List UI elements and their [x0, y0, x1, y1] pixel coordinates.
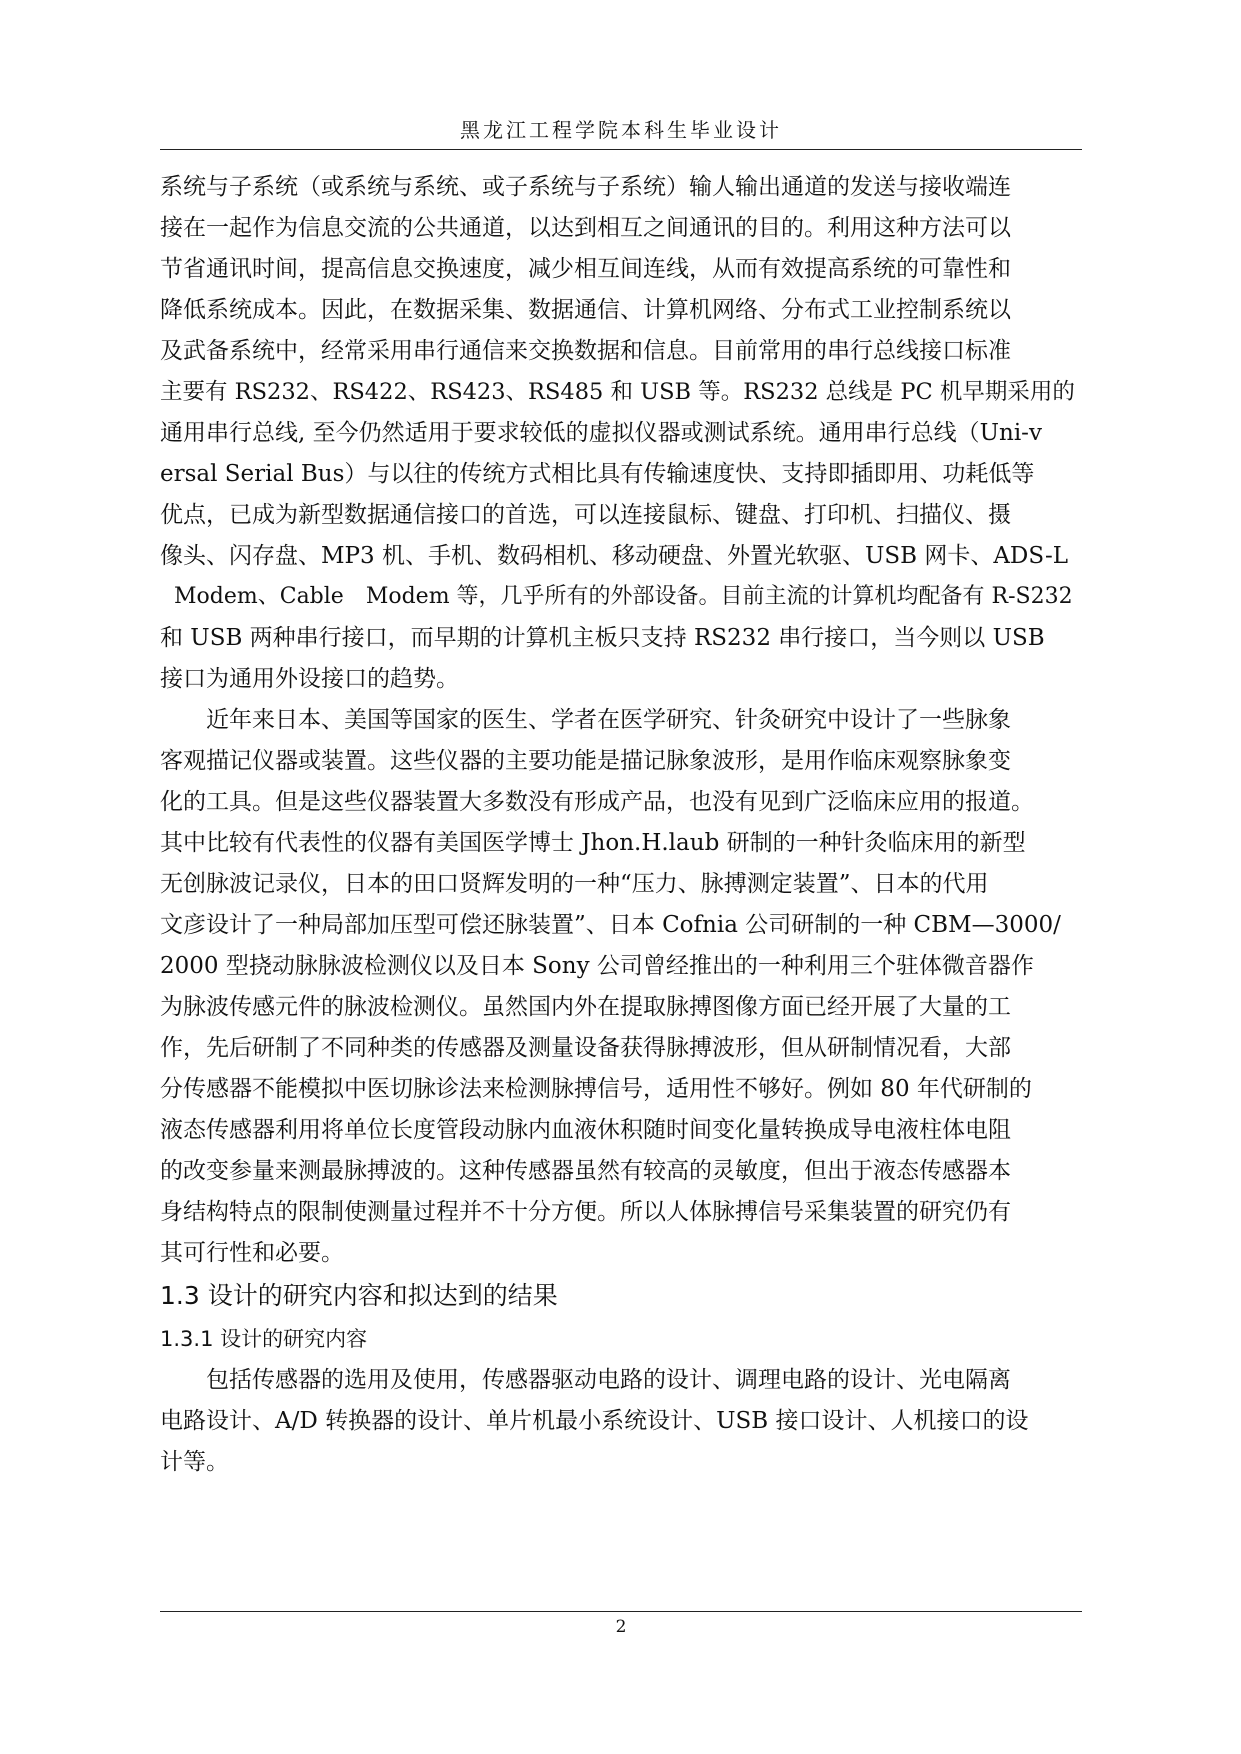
text-line: ersal Serial Bus）与以往的传统方式相比具有传输速度快、支持即插即用、功耗低等 — [160, 461, 1035, 487]
text-line: 优点，已成为新型数据通信接口的首选，可以连接鼠标、键盘、打印机、扫描仪、摄 — [160, 502, 1011, 528]
text-line: 像头、闪存盘、MP3 机、手机、数码相机、移动硬盘、外置光软驱、USB 网卡、ADS-L — [160, 543, 1069, 569]
text-line: 作，先后研制了不同种类的传感器及测量设备获得脉搏波形，但从研制情况看，大部 — [160, 1035, 1011, 1061]
text-line: 其可行性和必要。 — [160, 1240, 344, 1266]
header-title: 黑龙江工程学院本科生毕业设计 — [460, 118, 782, 142]
text-line: 客观描记仪器或装置。这些仪器的主要功能是描记脉象波形，是用作临床观察脉象变 — [160, 748, 1011, 774]
subsection-heading: 1.3.1 设计的研究内容 — [160, 1327, 368, 1351]
text-line: 降低系统成本。因此，在数据采集、数据通信、计算机网络、分布式工业控制系统以 — [160, 297, 1011, 323]
text-line: Modem、Cable Modem 等，几乎所有的外部设备。目前主流的计算机均配备有 R-S232 — [174, 584, 1073, 609]
text-line: 为脉波传感元件的脉波检测仪。虽然国内外在提取脉搏图像方面已经开展了大量的工 — [160, 994, 1011, 1020]
text-line: 和 USB 两种串行接口，而早期的计算机主板只支持 RS232 串行接口，当今则以 USB — [160, 625, 1045, 651]
section-heading: 1.3 设计的研究内容和拟达到的结果 — [160, 1281, 558, 1310]
text-line: 无创脉波记录仪，日本的田口贤辉发明的一种“压力、脉搏测定装置”、日本的代用 — [160, 871, 989, 897]
text-line: 节省通讯时间，提高信息交换速度，减少相互间连线，从而有效提高系统的可靠性和 — [160, 256, 1011, 282]
text-line: 身结构特点的限制使测量过程并不十分方便。所以人体脉搏信号采集装置的研究仍有 — [160, 1199, 1011, 1225]
text-line: 电路设计、A/D 转换器的设计、单片机最小系统设计、USB 接口设计、人机接口的设 — [160, 1408, 1029, 1434]
text-line: 其中比较有代表性的仪器有美国医学博士 Jhon.H.laub 研制的一种针灸临床用的新型 — [160, 830, 1026, 856]
text-line: 分传感器不能模拟中医切脉诊法来检测脉搏信号，适用性不够好。例如 80 年代研制的 — [160, 1076, 1032, 1102]
text-line: 化的工具。但是这些仪器装置大多数没有形成产品，也没有见到广泛临床应用的报道。 — [160, 789, 1034, 815]
header-rule — [160, 149, 1082, 150]
text-line: 及武备系统中，经常采用串行通信来交换数据和信息。目前常用的串行总线接口标准 — [160, 338, 1011, 364]
text-line: 2000 型挠动脉脉波检测仪以及日本 Sony 公司曾经推出的一种利用三个驻体微音器作 — [160, 953, 1034, 979]
text-line: 的改变参量来测最脉搏波的。这种传感器虽然有较高的灵敏度，但出于液态传感器本 — [160, 1158, 1011, 1184]
text-line: 接在一起作为信息交流的公共通道，以达到相互之间通讯的目的。利用这种方法可以 — [160, 215, 1011, 241]
footer-rule — [160, 1611, 1082, 1612]
text-line: 文彦设计了一种局部加压型可偿还脉装置”、日本 Cofnia 公司研制的一种 CBM—3000/ — [160, 912, 1061, 938]
text-line: 通用串行总线, 至今仍然适用于要求较低的虚拟仪器或测试系统。通用串行总线（Uni-v — [160, 420, 1042, 446]
text-line: 计等。 — [160, 1449, 229, 1475]
text-line: 主要有 RS232、RS422、RS423、RS485 和 USB 等。RS232 总线是 PC 机早期采用的 — [160, 379, 1075, 405]
page-number: 2 — [615, 1617, 627, 1637]
text-line: 近年来日本、美国等国家的医生、学者在医学研究、针灸研究中设计了一些脉象 — [206, 707, 1011, 733]
text-line: 液态传感器利用将单位长度管段动脉内血液休积随时间变化量转换成导电液柱体电阻 — [160, 1117, 1011, 1143]
text-line: 系统与子系统（或系统与系统、或子系统与子系统）输人输出通道的发送与接收端连 — [160, 174, 1011, 200]
text-line: 接口为通用外设接口的趋势。 — [160, 666, 459, 692]
text-line: 包括传感器的选用及使用，传感器驱动电路的设计、调理电路的设计、光电隔离 — [206, 1367, 1011, 1393]
